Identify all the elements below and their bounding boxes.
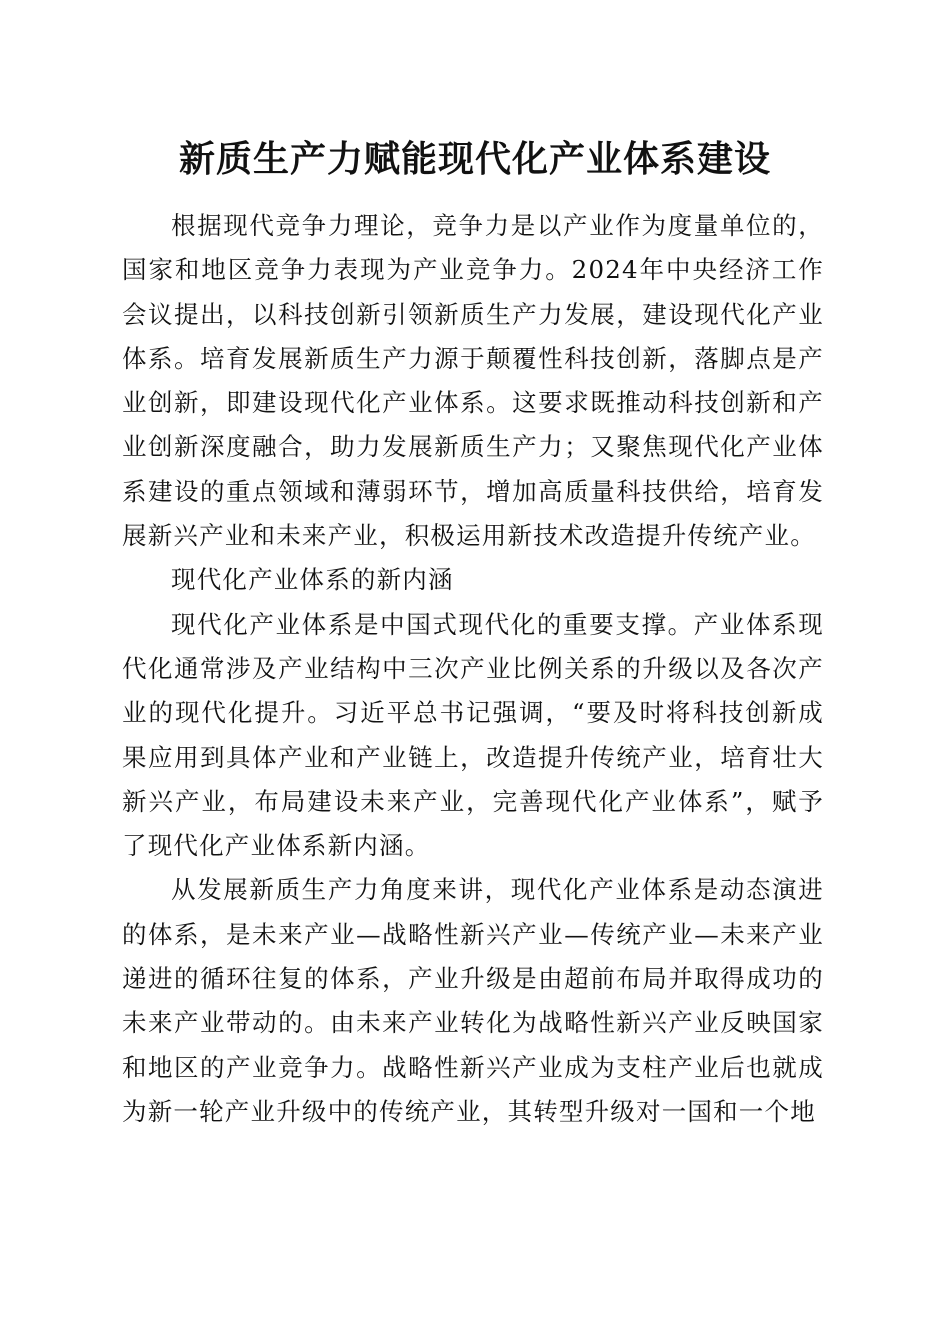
paragraph-connotation: 现代化产业体系是中国式现代化的重要支撑。产业体系现代化通常涉及产业结构中三次产业比例关系的升级以及各次产业的现代化提升。习近平总书记强调，“要及时将科技创新成果应用到具体产业和产业链上，改造提升传统产业，培育壮大新兴产业，布局建设未来产业，完善现代化产业体系”，赋予了现代化产业体系新内涵。: [122, 609, 824, 861]
paragraph-intro: 根据现代竞争力理论，竞争力是以产业作为度量单位的，国家和地区竞争力表现为产业竞争力。2024年中央经济工作会议提出，以科技创新引领新质生产力发展，建设现代化产业体系。培育发展新质生产力源于颠覆性科技创新，落脚点是产业创新，即建设现代化产业体系。这要求既推动科技创新和产业创新深度融合，助力发展新质生产力；又聚焦现代化产业体系建设的重点领域和薄弱环节，增加高质量科技供给，培育发展新兴产业和未来产业，积极运用新技术改造提升传统产业。: [122, 211, 824, 551]
paragraph-evolution: 从发展新质生产力角度来讲，现代化产业体系是动态演进的体系，是未来产业—战略性新兴产业—传统产业—未来产业递进的循环往复的体系，产业升级是由超前布局并取得成功的未来产业带动的。由未来产业转化为战略性新兴产业反映国家和地区的产业竞争力。战略性新兴产业成为支柱产业后也就成为新一轮产业升级中的传统产业，其转型升级对一国和一个地: [122, 875, 824, 1126]
document-body: [122, 204, 824, 1134]
document-title: 新质生产力赋能现代化产业体系建设: [178, 139, 771, 180]
section-heading: 现代化产业体系的新内涵: [171, 565, 454, 595]
